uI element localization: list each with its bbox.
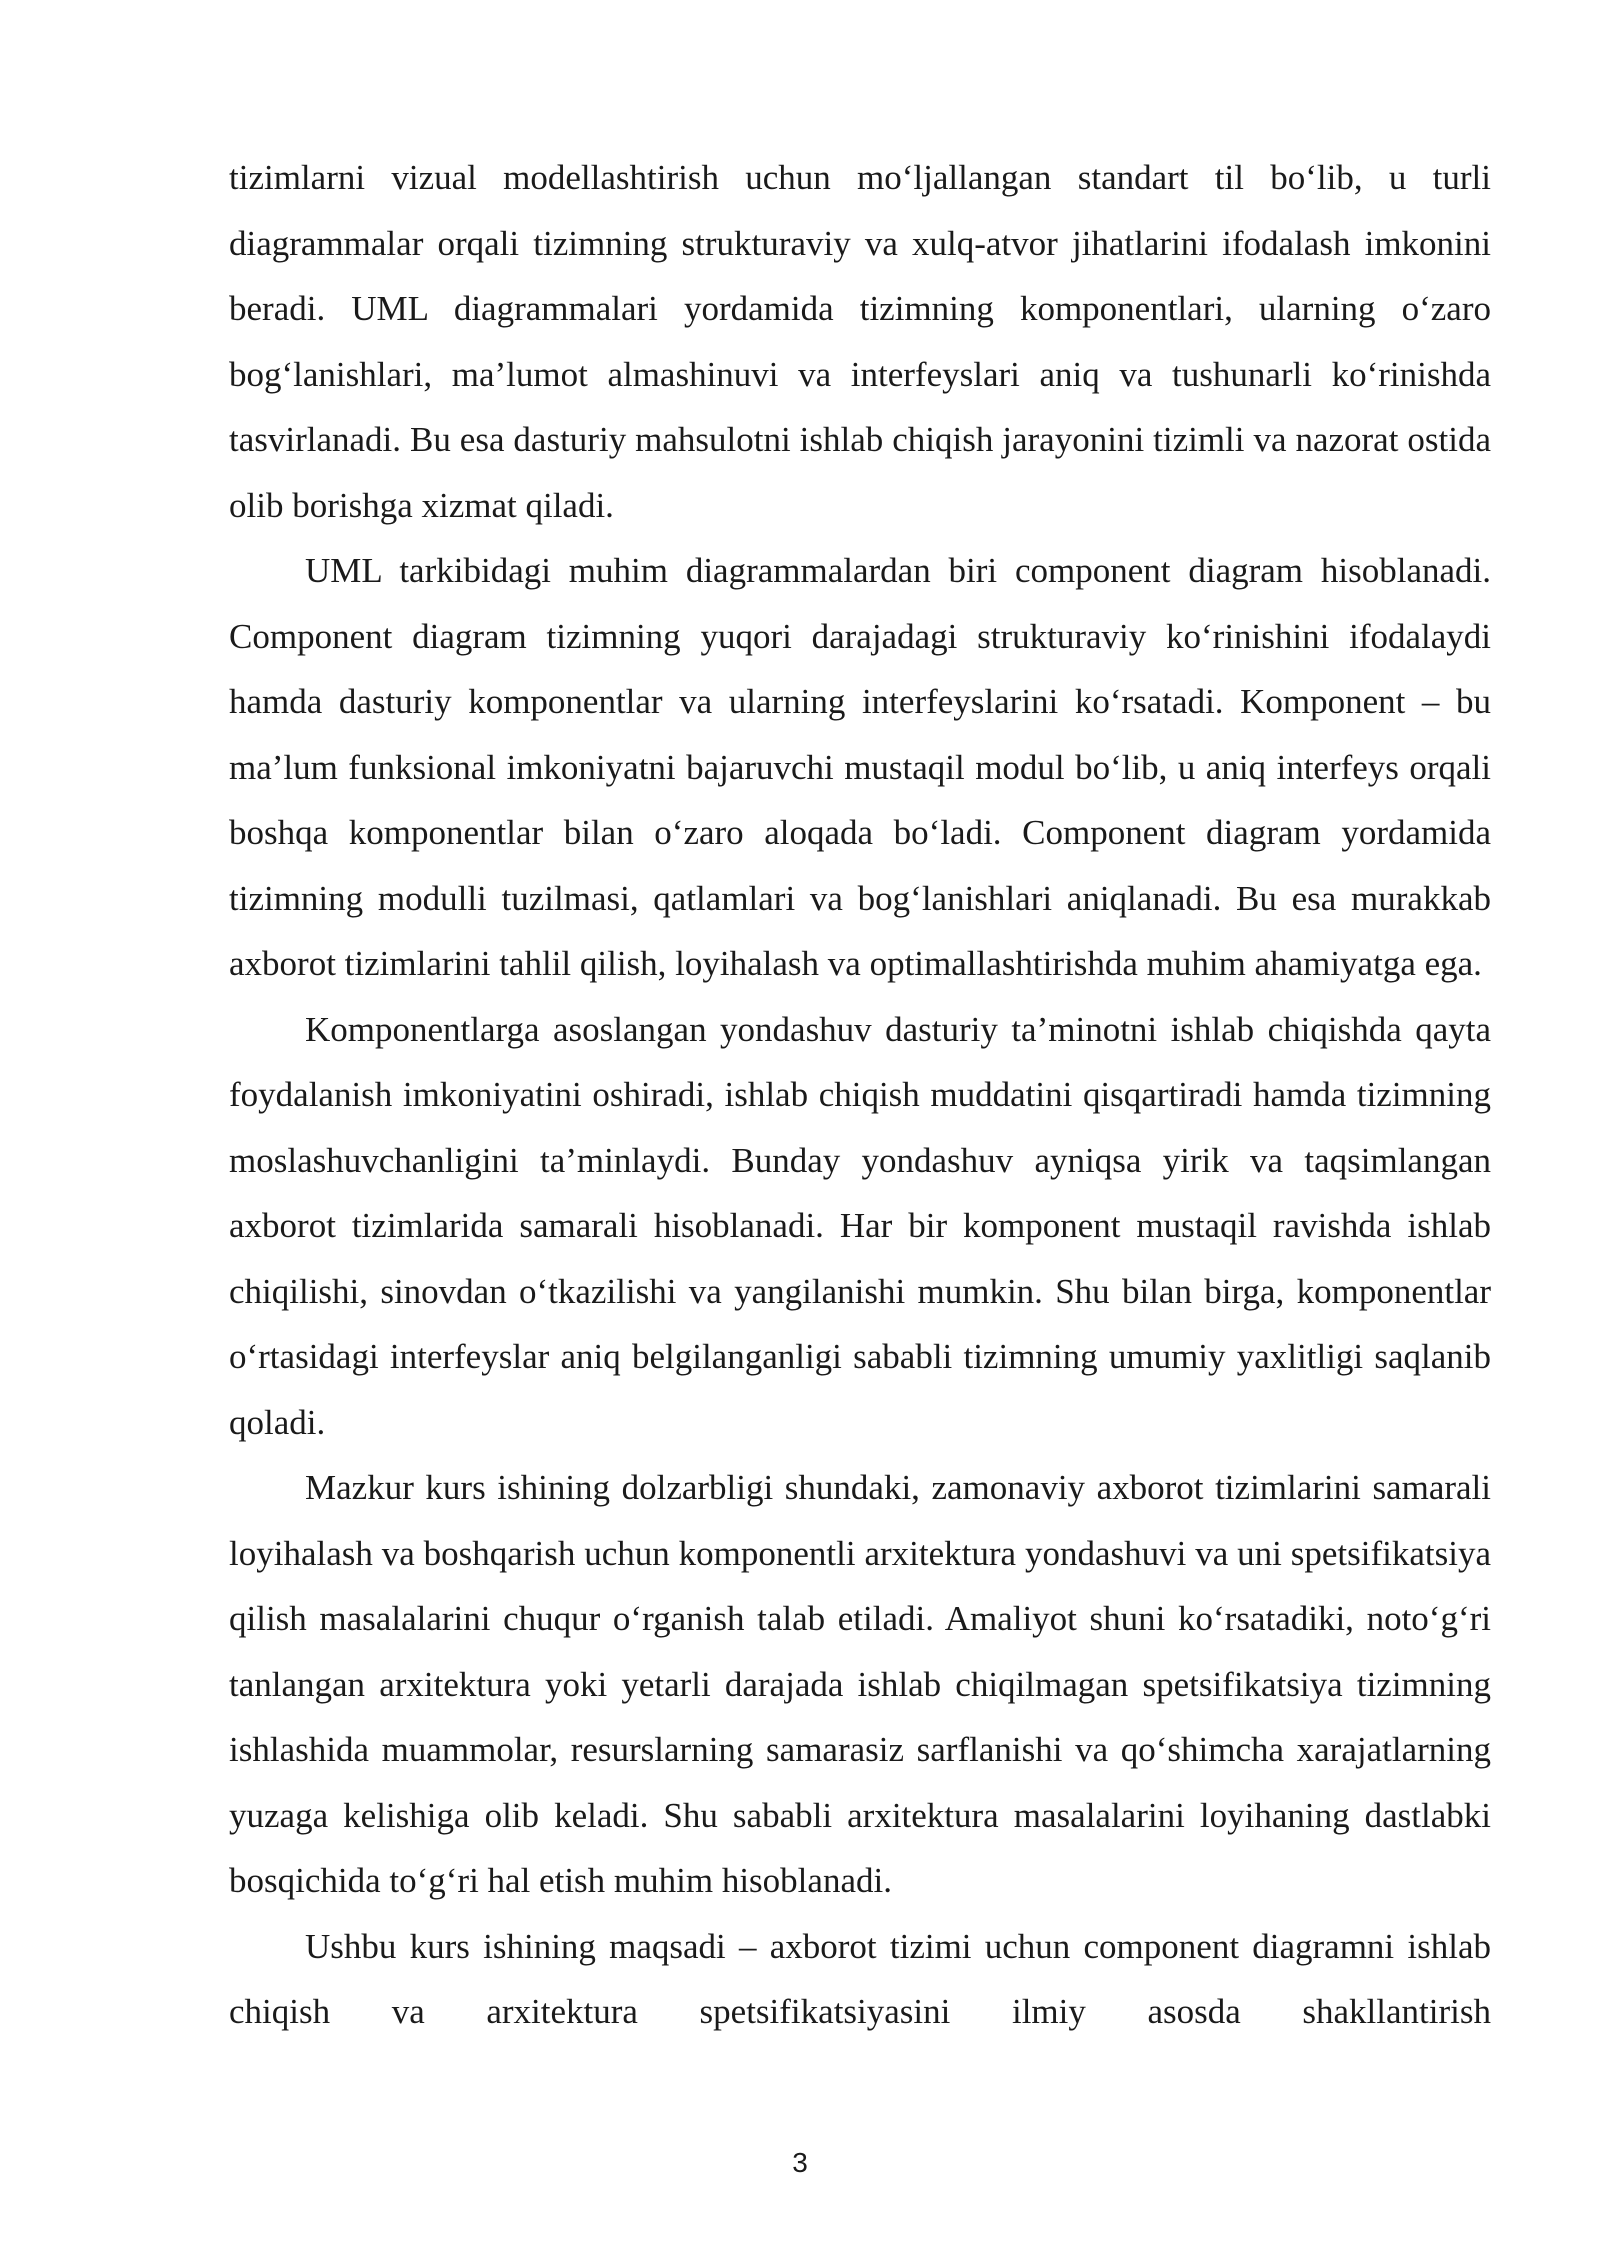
paragraph-relevance: Mazkur kurs ishining dolzarbligi shundaki, zamonaviy axborot tizimlarini samarali loyihalash va boshqarish uchun komponentli arxitektura yondashuvi va uni spetsifikatsiya qilish masalalarini chuqur o‘rganish talab etiladi. Amaliyot shuni ko‘rsatadiki, noto‘g‘ri tanlangan arxitektura yoki yetarli darajada ishlab chiqilmagan spetsifikatsiya tizimning ishlashida muammolar, resurslarning samarasiz sarflanishi va qo‘shimcha xarajatlarning yuzaga kelishiga olib keladi. Shu sababli arxitektura masalalarini loyihaning dastlabki bosqichida to‘g‘ri hal etish muhim hisoblanadi. bbox=[229, 1468, 1491, 1900]
page-number: 3 bbox=[792, 2147, 808, 2178]
body-text bbox=[229, 145, 1491, 2045]
paragraph-goal: Ushbu kurs ishining maqsadi – axborot tizimi uchun component diagramni ishlab chiqish va arxitektura spetsifikatsiyasini ilmiy asosda shakllantirish bbox=[229, 1926, 1491, 2031]
paragraph-continued: tizimlarni vizual modellashtirish uchun mo‘ljallangan standart til bo‘lib, u turli diagrammalar orqali tizimning strukturaviy va xulq-atvor jihatlarini ifodalash imkonini beradi. UML diagrammalari yordamida tizimning komponentlari, ularning o‘zaro bog‘lanishlari, ma’lumot almashinuvi va interfeyslari aniq va tushunarli ko‘rinishda tasvirlanadi. Bu esa dasturiy mahsulotni ishlab chiqish jarayonini tizimli va nazorat ostida olib borishga xizmat qiladi. bbox=[229, 158, 1491, 525]
paragraph-component-diagram: UML tarkibidagi muhim diagrammalardan biri component diagram hisoblanadi. Component diagram tizimning yuqori darajadagi strukturaviy ko‘rinishini ifodalaydi hamda dasturiy komponentlar va ularning interfeyslarini ko‘rsatadi. Komponent – bu ma’lum funksional imkoniyatni bajaruvchi mustaqil modul bo‘lib, u aniq interfeys orqali boshqa komponentlar bilan o‘zaro aloqada bo‘ladi. Component diagram yordamida tizimning modulli tuzilmasi, qatlamlari va bog‘lanishlari aniqlanadi. Bu esa murakkab axborot tizimlarini tahlil qilish, loyihalash va optimallashtirishda muhim ahamiyatga ega. bbox=[229, 551, 1491, 983]
paragraph-component-approach: Komponentlarga asoslangan yondashuv dasturiy ta’minotni ishlab chiqishda qayta foydalanish imkoniyatini oshiradi, ishlab chiqish muddatini qisqartiradi hamda tizimning moslashuvchanligini ta’minlaydi. Bunday yondashuv ayniqsa yirik va taqsimlangan axborot tizimlarida samarali hisoblanadi. Har bir komponent mustaqil ravishda ishlab chiqilishi, sinovdan o‘tkazilishi va yangilanishi mumkin. Shu bilan birga, komponentlar o‘rtasidagi interfeyslar aniq belgilanganligi sababli tizimning umumiy yaxlitligi saqlanib qoladi. bbox=[229, 1009, 1491, 1442]
